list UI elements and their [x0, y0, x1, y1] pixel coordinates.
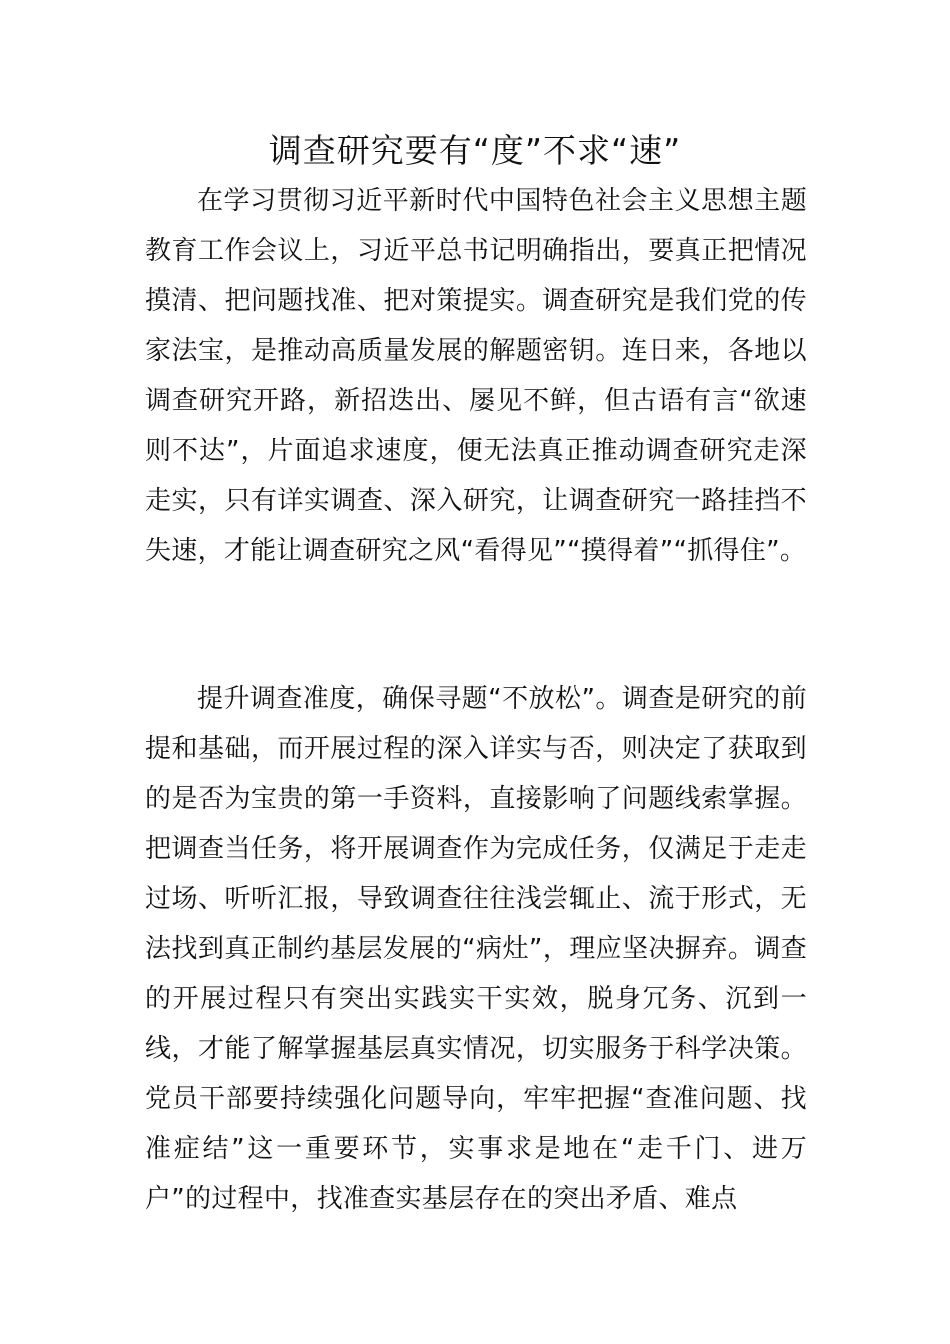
paragraph-2: 提升调查准度，确保寻题“不放松”。调查是研究的前提和基础，而开展过程的深入详实与否，则决定了获取到的是否为宝贵的第一手资料，直接影响了问题线索掌握。把调查当任务，将开展调查作为完成任务，仅满足于走走过场、听听汇报，导致调查往往浅尝辄止、流于形式，无法找到真正制约基层发展的“病灶”，理应坚决摒弃。调查的开展过程只有突出实践实干实效，脱身冗务、沉到一线，才能了解掌握基层真实情况，切实服务于科学决策。党员干部要持续强化问题导向，牢牢把握“查准问题、找准症结”这一重要环节，实事求是地在“走千门、进万户”的过程中，找准查实基层存在的突出矛盾、难点 [145, 684, 807, 1214]
paragraph-1: 在学习贯彻习近平新时代中国特色社会主义思想主题教育工作会议上，习近平总书记明确指出，要真正把情况摸清、把问题找准、把对策提实。调查研究是我们党的传家法宝，是推动高质量发展的解题密钥。连日来，各地以调查研究开路，新招迭出、屡见不鲜，但古语有言“欲速则不达”，片面追求速度，便无法真正推动调查研究走深走实，只有详实调查、深入研究，让调查研究一路挂挡不失速，才能让调查研究之风“看得见”“摸得着”“抓得住”。 [145, 186, 807, 566]
document-title: 调查研究要有“度”不求“速” [268, 131, 682, 170]
